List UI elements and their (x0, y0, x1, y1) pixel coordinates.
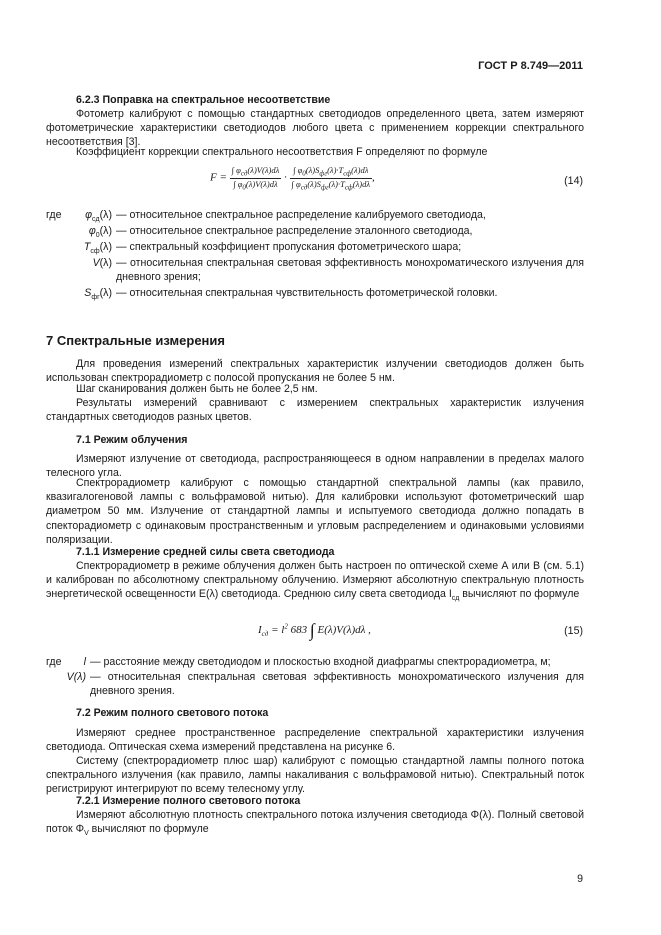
definition: — относительное спектральное распределение эталонного светодиода, (116, 225, 473, 237)
paragraph: Фотометр калибруют с помощью стандартных светодиодов определенного цвета, затем измеряют фотометрические характеристики светодиодов любого цвета с применением коррекции спектрального несоответствия [3]. (46, 108, 584, 149)
definition: — относительная спектральная световая эффективность монохроматического излучения для дневного зрения; (116, 257, 584, 284)
paragraph: Шаг сканирования должен быть не более 2,5 нм. (76, 383, 318, 395)
paragraph: Измеряют среднее пространственное распределение спектральной характеристики излучения светодиода. Оптическая схема измерений представлена на рисунке 6. (46, 727, 584, 754)
symbol: V(λ) (66, 671, 86, 683)
symbol: V(λ) (92, 257, 112, 269)
equation-number: (14) (564, 175, 583, 187)
definition: — относительная спектральная чувствительность фотометрической головки. (116, 287, 498, 299)
symbol: $S_{фг}(\lambda)$ (84, 287, 112, 302)
symbol: $\varphi_0(\lambda)$ (88, 225, 112, 240)
paragraph: Спектрорадиометр калибруют с помощью стандартной спектральной лампы (как правило, квазигалогеновой лампы с вольфрамовой нитью). Для калибровки используют фотометрический шар диаметром 50 мм. Излучение от стандартной лампы и испытуемого светодиода должно попадать в спекторадиометр с одинаковым пространственным и угловым распределением и одинаковыми условиями поляризации. (46, 477, 584, 546)
symbol: $T_{сф}(\lambda)$ (83, 241, 112, 256)
section-7-1-title: 7.1 Режим облучения (76, 434, 188, 446)
standard-code: ГОСТ Р 8.749—2011 (478, 60, 583, 72)
section-7-2-title: 7.2 Режим полного светового потока (76, 707, 269, 719)
paragraph: Спектрорадиометр в режиме облучения должен быть настроен по оптической схеме А или В (см. 5.1) и калиброван по абсолютному спектральному облучению. Измеряют абсолютную спектральную плотность энергетической освещенности E(λ) светодиода. Среднюю силу света светодиода $I_{сд}$ вычисляют по формуле (46, 560, 584, 603)
paragraph: Результаты измерений сравнивают с измерением спектральных характеристик излучения стандартных светодиодов разных цветов. (46, 397, 584, 424)
paragraph: Измеряют излучение от светодиода, распространяющееся в одном направлении в пределах малого телесного угла. (46, 453, 584, 480)
section-7-title: 7 Спектральные измерения (46, 333, 225, 348)
definition: — расстояние между светодиодом и плоскостью входной диафрагмы спектрорадиометра, м; (90, 656, 551, 668)
section-6-2-3-title: 6.2.3 Поправка на спектральное несоответствие (76, 94, 331, 106)
equation-number: (15) (564, 625, 583, 637)
definition: — относительное спектральное распределение калибруемого светодиода, (116, 209, 486, 221)
where-prefix: где (46, 209, 62, 221)
paragraph: Систему (спектрорадиометр плюс шар) калибруют с помощью стандартной лампы полного потока спектрального излучения (как правило, лампы накаливания с вольфрамовой нитью). Спектральный поток регистрируют интегрируют по всему телесному углу. (46, 755, 584, 796)
section-7-1-1-title: 7.1.1 Измерение средней силы света светодиода (76, 546, 335, 558)
section-7-2-1-title: 7.2.1 Измерение полного светового потока (76, 795, 301, 807)
definition: — спектральный коэффициент пропускания фотометрического шара; (116, 241, 462, 253)
definition: — относительная спектральная световая эффективность монохроматического излучения для дневного зрения. (90, 671, 584, 698)
paragraph: Коэффициент коррекции спектрального несоответствия F определяют по формуле (76, 146, 488, 158)
formula-15: $I_{сд} = l^2$ 683 ∫ E(λ)V(λ)dλ , (258, 620, 371, 640)
symbol: l (83, 656, 86, 668)
where-prefix: где (46, 656, 62, 668)
page-number: 9 (577, 873, 583, 885)
paragraph: Для проведения измерений спектральных характеристик излучении светодиодов должен быть использован спектрорадиометр с полосой пропускания не более 5 нм. (46, 358, 584, 385)
formula-14: F = $\frac{\int \varphi_{сд}(\lambda)V(\lambda)d\lambda}{\int \varphi_0(\lambda)V(\lambda)d\lambda}$ · $\frac{\int \varphi_0(\lambda)S_{фг}(\lambda)\cdot T_{сф}(\lambda)d\lambda}{\int \varphi_{сд}(\lambda)S_{фг}(\lambda)\cdot T_{сф}(\lambda)d\lambda}$ , (210, 165, 375, 192)
symbol: $\varphi_{сд}(\lambda)$ (85, 209, 112, 224)
paragraph: Измеряют абсолютную плотность спектрального потока излучения светодиода Φ(λ). Полный световой поток $\Phi_V$ вычисляют по формуле (46, 809, 584, 838)
